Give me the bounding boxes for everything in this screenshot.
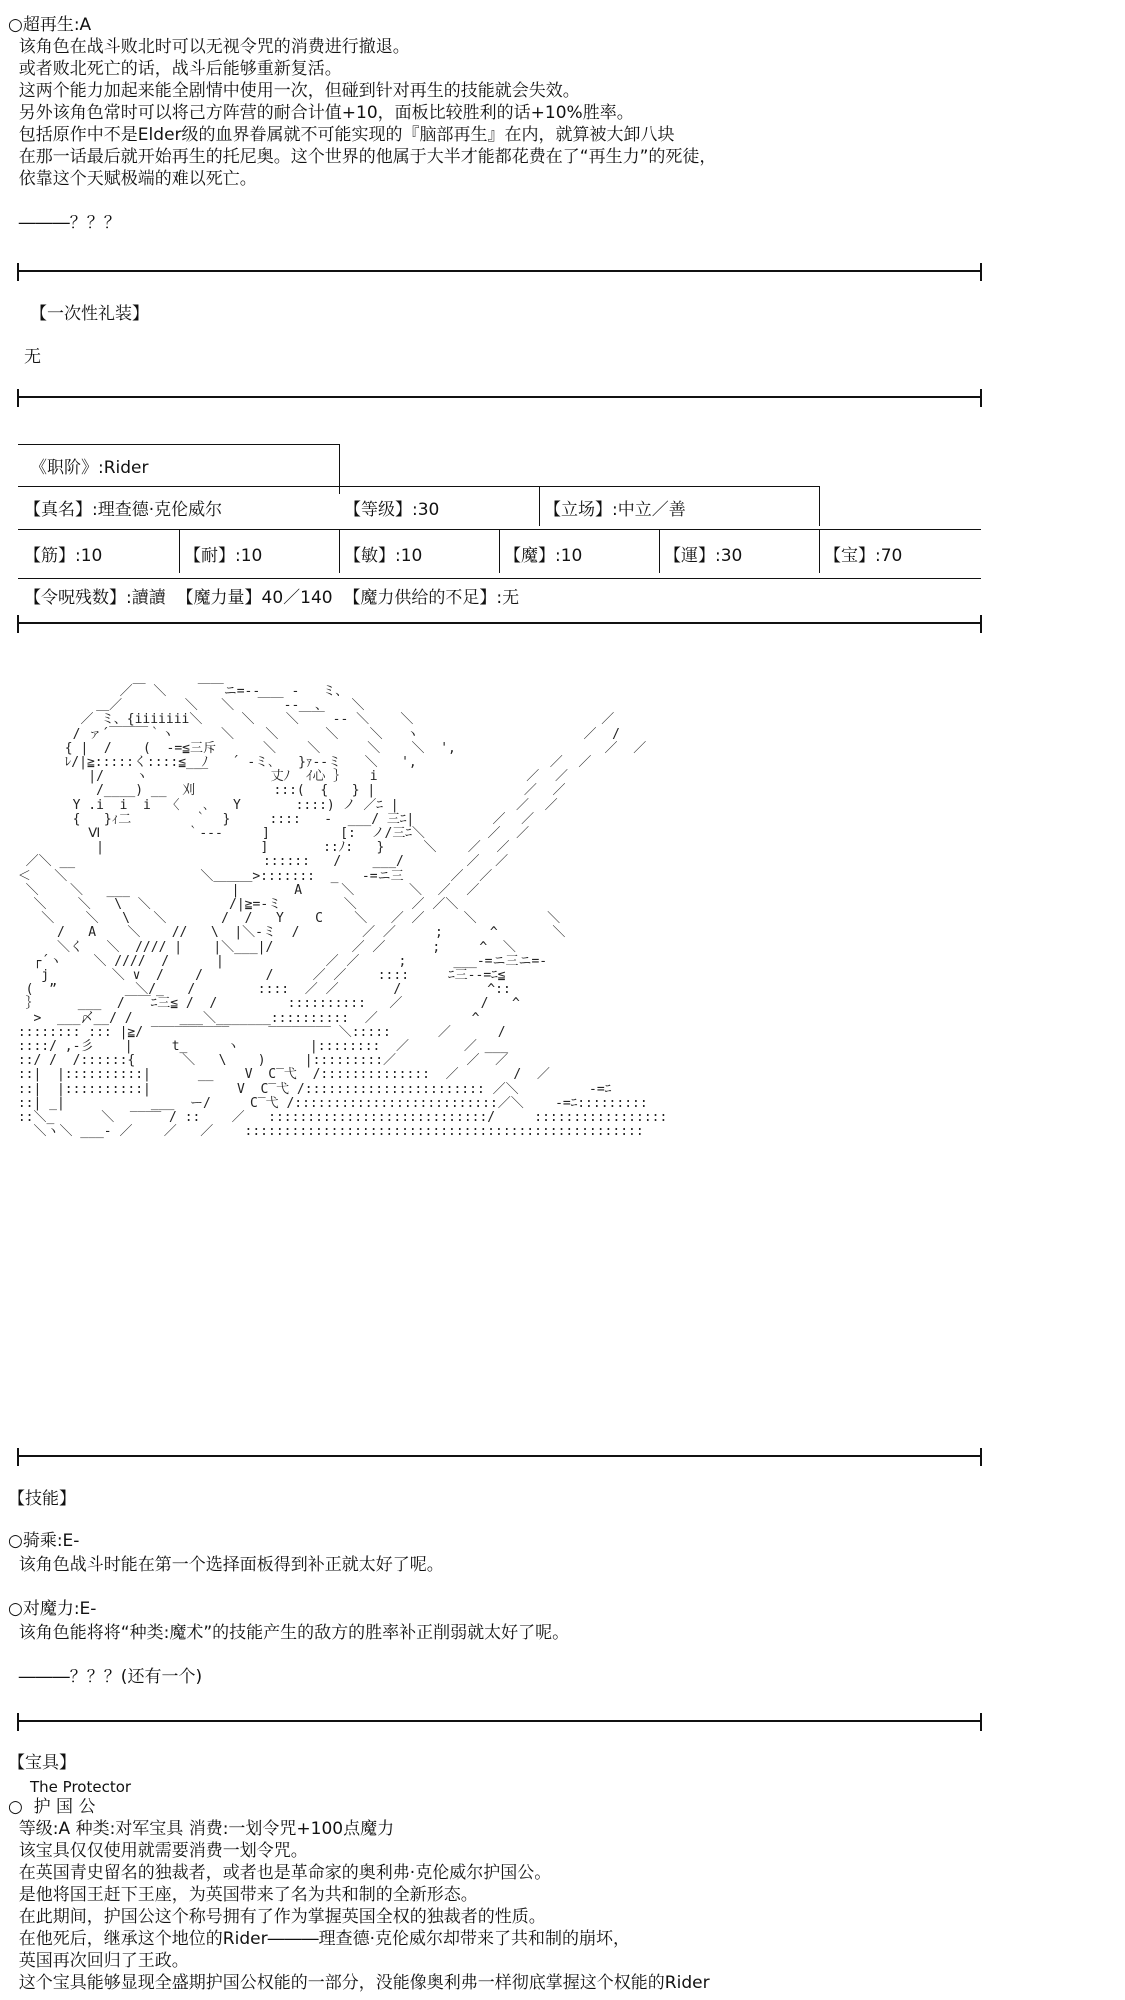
skill-magic-resistance-name: ○对魔力:E- xyxy=(8,1599,97,1619)
text-line: 包括原作中不是Elder级的血界眷属就不可能实现的『脑部再生』在内，就算被大卸八块 xyxy=(8,125,675,145)
table-rule xyxy=(339,529,340,573)
craft-value: 无 xyxy=(24,347,41,367)
skill-riding-desc: 该角色战斗时能在第一个选择面板得到补正就太好了呢。 xyxy=(8,1555,444,1575)
text-line: ○超再生:A xyxy=(8,15,92,35)
ascii-art-illustration: ／￣ ＼ ￣￣ニ=‐- ‐ ミ、 ＿／ ＼ ＼ ￣￣‐- 、 ＼ ／ ミ、{iiiiiii＼ ＼ ＼￣￣ ‐- ＼ ＼ ／ / ァ´￣￣￣｀ヽ ＼ ＼ ＼ ＼ ヽ ／ / { | / ( ‐=≦三斥 ＼ ＼ ＼ ＼ ', ／ ／ ﾚ/|≧:::::く::::≦__ﾉ ´ ‐ミ､ }ｧ‐-ミ ＼ ', ／ ／ |/ ヽ ￣ 丈ﾉ ｲ心 ｝ i ／ ／ /____) __ 刈 :::( { } | ／ ／ Y .i i i 〈 ､ Y ::::) ノ ／ﾆ | ／ ／ { }ｨ二 ｀ } :::: ‐ ___/ 三ﾆ| ／ ／ Ⅵ ｀‐-‐ ] [: ノ/三ﾆ＼ ／ ／ | ] ::ﾉ: } ＼ ／ ／ ／＼ __ :::::: / ___/ ／ ／ ＜ ＼ ＼＿＿＿>::::::: _ ‐=ニ三 ／ ／ ＼ ＼ ___ | A ＼ ＼ ／ ／ ＼ ＼ \ ＼ /|≧=‐ミ ＼ ／ ／＼ ＼ ＼ \ ＼ / / Y C ＼ ／ ／ ＼ ＼ / A ＼ // \ |＼‐ミ / ／ ／ ; ^ ＼ ＼く ＼ //// | |＼___|/ ／ ／ ; ^ ＼ ┌´ヽ ＼ //// / | ／ ／ ; ___‐=ニ三ニ=‐ j ＼ ∨ / / / ／ ／ :::: ﾆ三‐‐=ﾆ≦ ( ” ＼/_ / :::: ／ ／ / ^:: ｝ ___ /￣￣ﾆ三≦ / / :::::::::: ／ / ^ > ___〆__/ / ___＼_______:::::::::: ／ ^ :::::::: ::: |≧/ ‾‾‾‾‾‾‾‾‾‾ ‾‾‾‾‾‾‾‾ ＼::::: ／ / ::::/ ,‐彡 | t_ ヽ |:::::::: ／ ／ ___ ::/ / /::::::{ ＼ \ ) |:::::::::／ ／ ／ ::| |::::::::::| __ V C‾弋 /:::::::::::::: ／ / ／ ::| |::::::::::| V C‾弋 /::::::::::::::::::::::: ／＼ ‐=ﾆ ::| _| ___ ー/ C‾弋 /::::::::::::::::::::::::::／＼ ‐=ﾆ::::::::: ::＼_ ＼ ‾‾‾‾ / :: ／ ::::::::::::::::::::::::::::/ ::::::::::::::::: ＼ヽ＼ ___‐ ／ ／ ／ ::::::::::::::::::::::::::::::::::::::::::::::::::: xyxy=(17,684,668,1140)
table-rule xyxy=(18,486,820,487)
divider xyxy=(18,1455,981,1457)
text-line: 这两个能力加起来能全剧情中使用一次，但碰到针对再生的技能就会失效。 xyxy=(8,81,580,101)
table-rule xyxy=(18,578,981,579)
stat-str: 【筋】:10 xyxy=(24,546,103,566)
np-line: 是他将国王赶下王座，为英国带来了名为共和制的全新形态。 xyxy=(8,1885,478,1905)
table-rule xyxy=(819,529,820,573)
stat-mag: 【魔】:10 xyxy=(504,546,583,566)
skills-header: 【技能】 xyxy=(8,1489,76,1509)
table-rule xyxy=(499,529,500,573)
text-line: 依靠这个天赋极端的难以死亡。 xyxy=(8,169,257,189)
np-name: ○ 护 国 公 xyxy=(8,1797,96,1817)
table-rule xyxy=(659,529,660,573)
table-rule xyxy=(179,529,180,573)
skill-magic-resistance-desc: 该角色能将将“种类:魔术”的技能产生的敌方的胜率补正削弱就太好了呢。 xyxy=(8,1623,570,1643)
craft-header: 【一次性礼装】 xyxy=(30,304,149,324)
stat-agi: 【敏】:10 xyxy=(344,546,423,566)
separator-text: ―――？？？ xyxy=(8,213,121,233)
stat-luk: 【運】:30 xyxy=(664,546,743,566)
true-name: 【真名】:理查德·克伦威尔 xyxy=(24,500,223,520)
divider xyxy=(18,1720,981,1722)
resources: 【令呪残数】:讀讀 【魔力量】40／140 【魔力供给的不足】:无 xyxy=(24,588,520,608)
np-line: 在英国青史留名的独裁者，或者也是革命家的奥利弗·克伦威尔护国公。 xyxy=(8,1863,552,1883)
np-header: 【宝具】 xyxy=(8,1753,76,1773)
table-rule xyxy=(18,444,340,445)
np-line: 等级:A 种类:对军宝具 消费:一划令咒+100点魔力 xyxy=(8,1819,395,1839)
table-rule xyxy=(539,486,540,526)
np-line: 在他死后，继承这个地位的Rider―――理查德·克伦威尔却带来了共和制的崩坏， xyxy=(8,1929,630,1949)
skill-riding-name: ○骑乘:E- xyxy=(8,1531,80,1551)
np-line: 该宝具仅仅使用就需要消费一划令咒。 xyxy=(8,1841,308,1861)
alignment: 【立场】:中立／善 xyxy=(544,500,686,520)
text-line: 在那一话最后就开始再生的托尼奥。这个世界的他属于大半才能都花费在了“再生力”的死徒， xyxy=(8,147,717,167)
text-line: 另外该角色常时可以将己方阵营的耐合计值+10，面板比较胜利的话+10%胜率。 xyxy=(8,103,634,123)
np-ruby: The Protector xyxy=(30,1778,132,1796)
text-line: 该角色在战斗败北时可以无视令咒的消费进行撤退。 xyxy=(8,37,410,57)
divider xyxy=(18,396,981,398)
text-line: 或者败北死亡的话，战斗后能够重新复活。 xyxy=(8,59,342,79)
divider xyxy=(18,270,981,272)
level: 【等级】:30 xyxy=(344,500,440,520)
stat-np: 【宝】:70 xyxy=(824,546,903,566)
np-line: 在此期间，护国公这个称号拥有了作为掌握英国全权的独裁者的性质。 xyxy=(8,1907,546,1927)
skills-footnote: ―――？？？(还有一个) xyxy=(8,1667,203,1687)
table-rule xyxy=(819,486,820,526)
class-label: 《职阶》:Rider xyxy=(30,458,149,478)
stat-end: 【耐】:10 xyxy=(184,546,263,566)
divider xyxy=(18,622,981,624)
np-line: 这个宝具能够显现全盛期护国公权能的一部分，没能像奥利弗一样彻底掌握这个权能的Rider xyxy=(8,1973,710,1993)
np-line: 英国再次回归了王政。 xyxy=(8,1951,189,1971)
